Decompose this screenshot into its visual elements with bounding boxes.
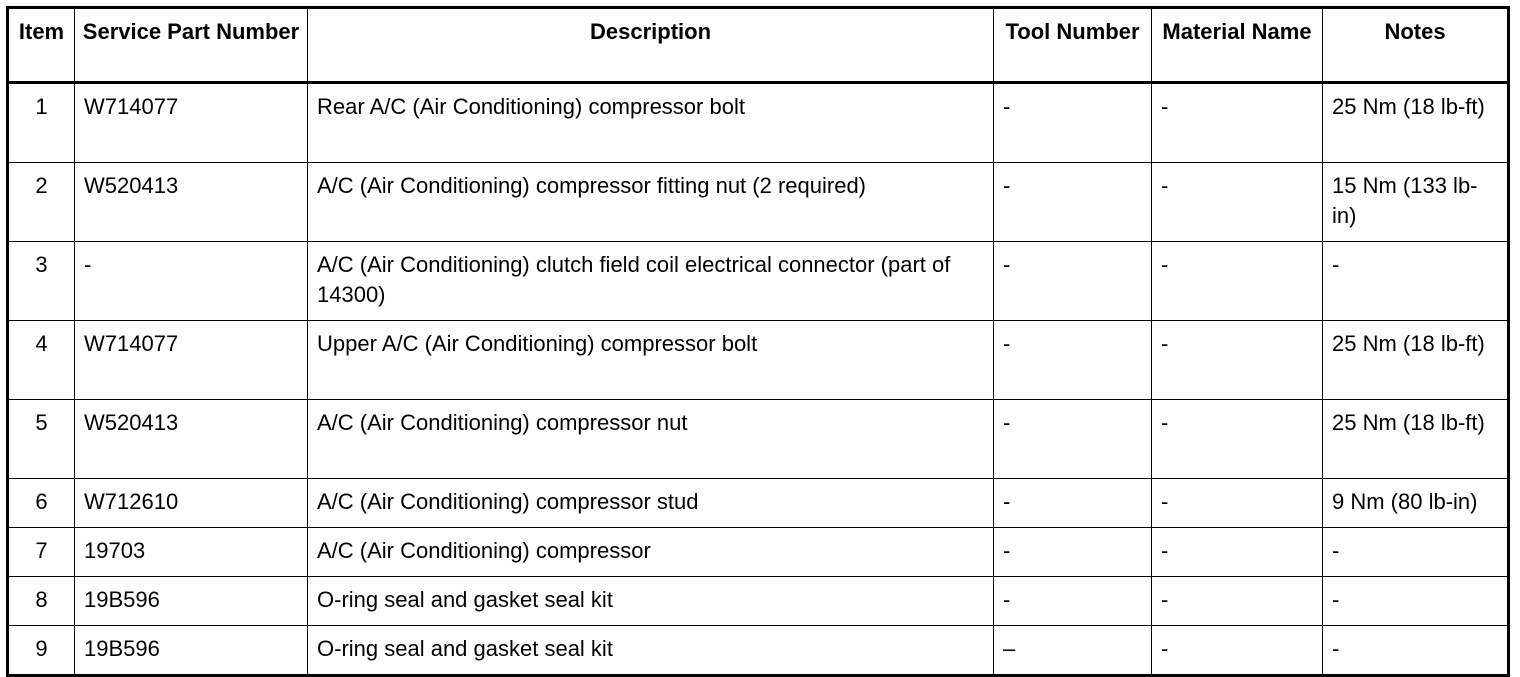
table-row [8, 83, 1509, 163]
header-service-part-number: Service Part Number [75, 8, 308, 83]
service-part-number: 19B596 [75, 577, 308, 626]
service-part-number: W714077 [75, 321, 308, 400]
service-part-number: W520413 [75, 400, 308, 479]
header-row [8, 8, 1509, 83]
table-row [8, 626, 1509, 676]
table-row [8, 163, 1509, 242]
tool-number: - [994, 163, 1152, 242]
table-row [8, 321, 1509, 400]
item-number: 2 [8, 163, 75, 242]
service-part-number: W520413 [75, 163, 308, 242]
service-part-number: W712610 [75, 479, 308, 528]
notes: - [1323, 242, 1509, 321]
notes: - [1323, 528, 1509, 577]
header-notes: Notes [1323, 8, 1509, 83]
material-name: - [1152, 577, 1323, 626]
material-name: - [1152, 83, 1323, 163]
service-part-number: 19B596 [75, 626, 308, 676]
notes: 9 Nm (80 lb-in) [1323, 479, 1509, 528]
tool-number: – [994, 626, 1152, 676]
description: A/C (Air Conditioning) clutch field coil electrical connector (part of 14300) [308, 242, 994, 321]
service-part-number: 19703 [75, 528, 308, 577]
service-part-number: - [75, 242, 308, 321]
description: A/C (Air Conditioning) compressor [308, 528, 994, 577]
tool-number: - [994, 321, 1152, 400]
item-number: 5 [8, 400, 75, 479]
description: Rear A/C (Air Conditioning) compressor bolt [308, 83, 994, 163]
description: Upper A/C (Air Conditioning) compressor bolt [308, 321, 994, 400]
table-row [8, 528, 1509, 577]
table-row [8, 577, 1509, 626]
tool-number: - [994, 479, 1152, 528]
item-number: 8 [8, 577, 75, 626]
material-name: - [1152, 400, 1323, 479]
notes: 15 Nm (133 lb-in) [1323, 163, 1509, 242]
notes: 25 Nm (18 lb-ft) [1323, 321, 1509, 400]
notes: 25 Nm (18 lb-ft) [1323, 83, 1509, 163]
notes: - [1323, 626, 1509, 676]
header-description: Description [308, 8, 994, 83]
item-number: 1 [8, 83, 75, 163]
material-name: - [1152, 528, 1323, 577]
material-name: - [1152, 242, 1323, 321]
header-item: Item [8, 8, 75, 83]
tool-number: - [994, 528, 1152, 577]
item-number: 3 [8, 242, 75, 321]
header-material-name: Material Name [1152, 8, 1323, 83]
tool-number: - [994, 83, 1152, 163]
table-row [8, 242, 1509, 321]
description: O-ring seal and gasket seal kit [308, 577, 994, 626]
service-part-number: W714077 [75, 83, 308, 163]
table-row [8, 479, 1509, 528]
table-row [8, 400, 1509, 479]
material-name: - [1152, 626, 1323, 676]
item-number: 4 [8, 321, 75, 400]
description: A/C (Air Conditioning) compressor nut [308, 400, 994, 479]
tool-number: - [994, 400, 1152, 479]
material-name: - [1152, 163, 1323, 242]
item-number: 9 [8, 626, 75, 676]
item-number: 6 [8, 479, 75, 528]
description: A/C (Air Conditioning) compressor stud [308, 479, 994, 528]
tool-number: - [994, 242, 1152, 321]
description: O-ring seal and gasket seal kit [308, 626, 994, 676]
item-number: 7 [8, 528, 75, 577]
parts-table-container [6, 6, 1507, 677]
description: A/C (Air Conditioning) compressor fitting nut (2 required) [308, 163, 994, 242]
notes: 25 Nm (18 lb-ft) [1323, 400, 1509, 479]
material-name: - [1152, 321, 1323, 400]
material-name: - [1152, 479, 1323, 528]
parts-table [6, 6, 1510, 677]
header-tool-number: Tool Number [994, 8, 1152, 83]
notes: - [1323, 577, 1509, 626]
tool-number: - [994, 577, 1152, 626]
